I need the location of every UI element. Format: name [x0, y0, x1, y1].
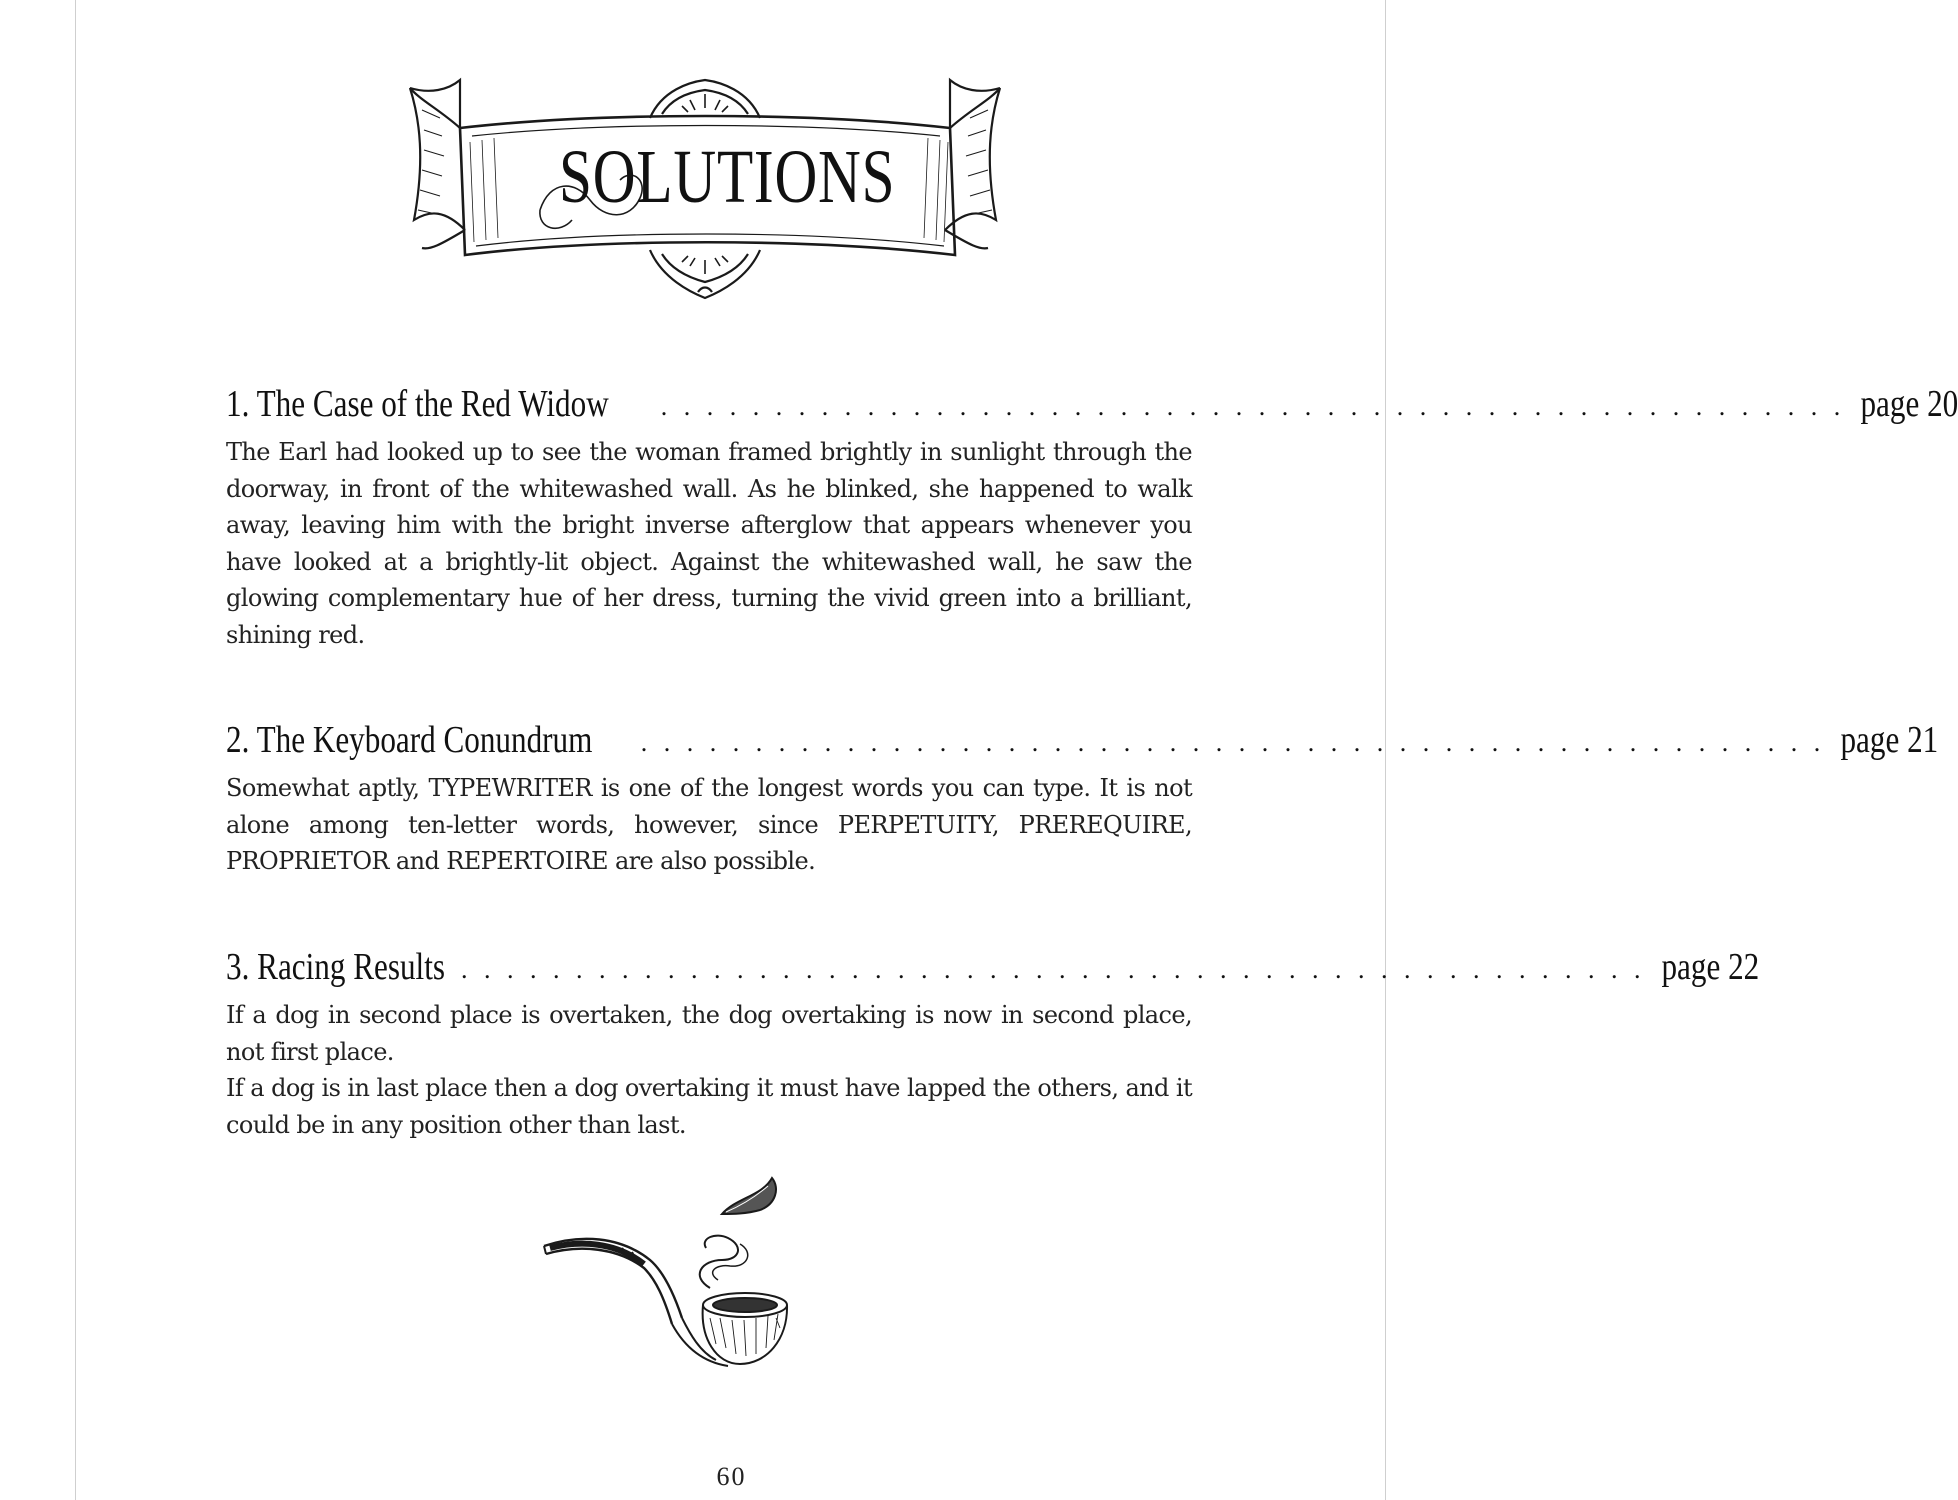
leader-dots: . . . . . . . . . . . . . . . . . . . . . . . . . . . . . . . . . . . . . . . . . . . . . . . . . . . .: [640, 728, 1826, 757]
entry-title: 1. The Case of the Red Widow: [226, 383, 609, 425]
solution-entry-3: [226, 943, 1759, 1143]
solution-entry-1: [226, 380, 1958, 653]
smoking-pipe-icon: [540, 1168, 800, 1368]
paragraph: Somewhat aptly, TYPEWRITER is one of the longest words you can type. It is not alone among ten-letter words, however, since PERPETUITY, PREREQUIRE, PROPRIETOR and REPERTOIRE are also possible.: [226, 774, 1192, 875]
page-title: SOLUTIONS: [559, 135, 896, 219]
entry-page-ref: page 21: [1840, 719, 1939, 761]
page-number: 60: [716, 1462, 747, 1491]
solution-entry-2: [226, 716, 1939, 880]
entry-body: [226, 434, 1192, 653]
entry-heading: [226, 943, 1759, 989]
entry-body: [226, 770, 1192, 880]
paragraph: The Earl had looked up to see the woman framed brightly in sunlight through the doorway, in front of the whitewashed wall. As he blinked, she happened to walk away, leaving him with the bright inverse afterglow that appears whenever you have looked at a brightly-lit object. Against the whitewashed wall, he saw the glowing complementary hue of her dress, turning the vivid green into a brilliant, shining red.: [226, 438, 1192, 649]
entry-body: [226, 997, 1192, 1143]
entry-page-ref: page 22: [1661, 946, 1759, 988]
entry-page-ref: page 20: [1860, 383, 1958, 425]
entry-title: 3. Racing Results: [226, 946, 445, 988]
paragraph: If a dog in second place is overtaken, the dog overtaking is now in second place, not first place.: [226, 1001, 1192, 1066]
entry-heading: [226, 716, 1939, 762]
entry-title: 2. The Keyboard Conundrum: [226, 719, 593, 761]
paragraph: If a dog is in last place then a dog overtaking it must have lapped the others, and it could be in any position other than last.: [226, 1074, 1192, 1139]
leader-dots: . . . . . . . . . . . . . . . . . . . . . . . . . . . . . . . . . . . . . . . . . . . . . . . . . . . .: [660, 392, 1846, 421]
entry-heading: [226, 380, 1958, 426]
leader-dots: . . . . . . . . . . . . . . . . . . . . . . . . . . . . . . . . . . . . . . . . . . . . . . . . . . . .: [461, 955, 1646, 984]
